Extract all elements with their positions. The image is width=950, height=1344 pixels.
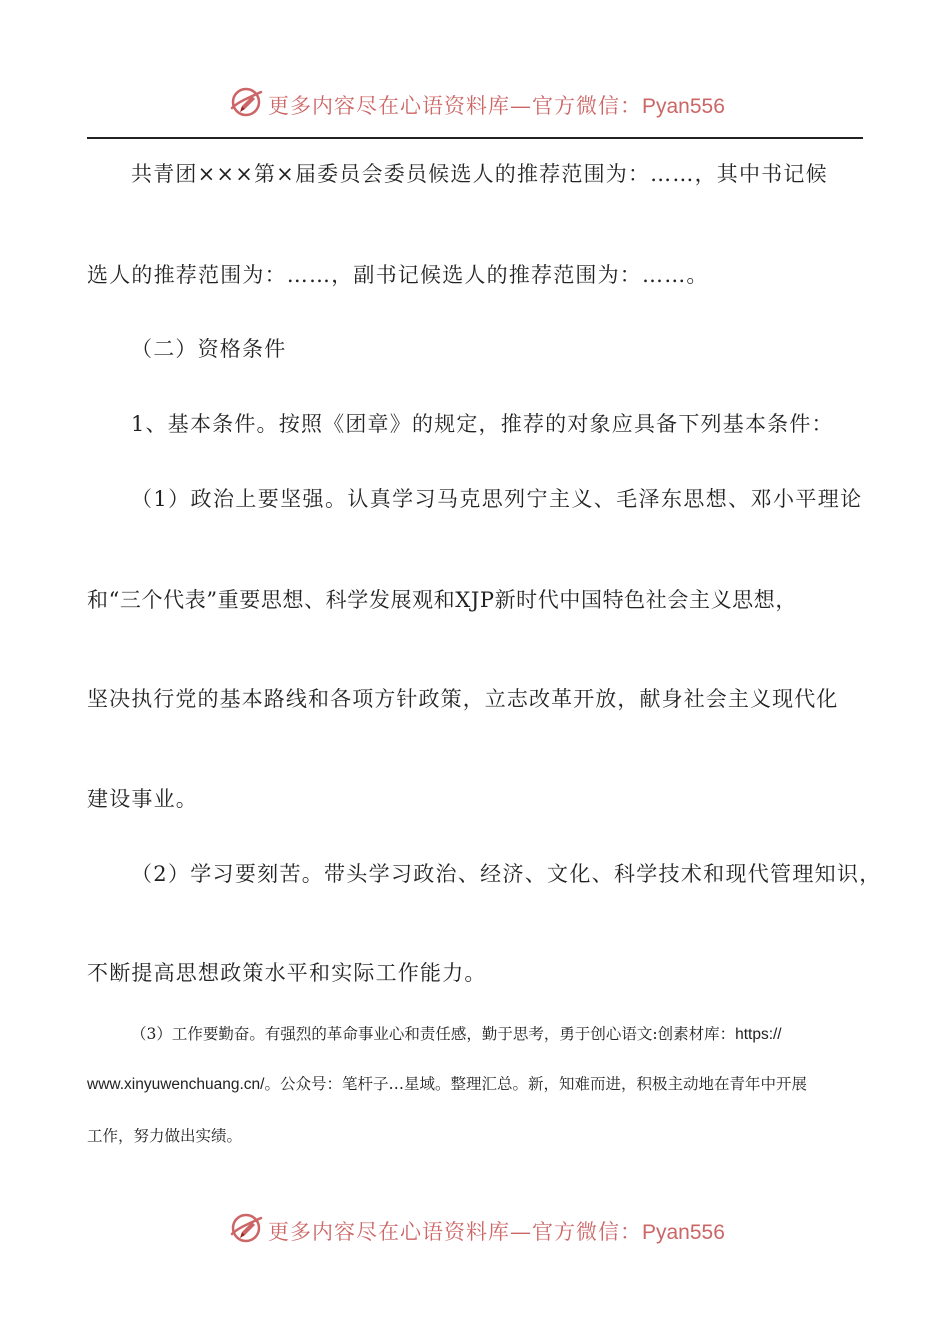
paragraph-1-line-2: 选人的推荐范围为：……，副书记候选人的推荐范围为：……。: [87, 263, 709, 287]
paragraph-5-line-3: 工作，努力做出实绩。: [87, 1127, 243, 1145]
paragraph-3-line-2: 和“三个代表”重要思想、科学发展观和XJP新时代中国特色社会主义思想，: [87, 588, 797, 612]
paragraph-5-line-1: [131, 1022, 782, 1044]
header-divider: [87, 137, 863, 139]
footer-wechat-id: Pyan556: [642, 1221, 725, 1244]
header-text: [268, 90, 725, 120]
paragraph-1-line-1: 共青团×××第×届委员会委员候选人的推荐范围为：……，其中书记候: [131, 162, 828, 186]
paragraph-5-line-2-text: 。公众号：笔杆子…星域。整理汇总。新，知难而进，积极主动地在青年中开展: [264, 1075, 808, 1093]
pen-circle-logo-icon: [228, 1210, 264, 1246]
paragraph-5-url-start: https://: [735, 1026, 782, 1043]
paragraph-4-line-2: 不断提高思想政策水平和实际工作能力。: [87, 961, 487, 985]
footer-main-text: 更多内容尽在心语资料库—官方微信：: [268, 1220, 642, 1244]
pen-circle-logo-icon: [228, 84, 264, 120]
paragraph-4-line-1: （2）学习要刻苦。带头学习政治、经济、文化、科学技术和现代管理知识，: [131, 862, 882, 886]
page-footer: [0, 1208, 950, 1252]
paragraph-3-line-3: 坚决执行党的基本路线和各项方针政策，立志改革开放，献身社会主义现代化: [87, 687, 839, 711]
footer-text: [268, 1216, 725, 1246]
paragraph-3-line-1: （1）政治上要坚强。认真学习马克思列宁主义、毛泽东思想、邓小平理论: [131, 487, 863, 511]
paragraph-5-line-1-text: （3）工作要勤奋。有强烈的革命事业心和责任感，勤于思考，勇于创心语文:创素材库：: [131, 1025, 736, 1043]
header-main-text: 更多内容尽在心语资料库—官方微信：: [268, 94, 642, 118]
header-wechat-id: Pyan556: [642, 95, 725, 118]
paragraph-5-url-end: www.xinyuwenchuang.cn/: [87, 1076, 265, 1093]
paragraph-5-line-2: [87, 1072, 807, 1094]
section-title: （二）资格条件: [131, 337, 287, 361]
paragraph-2: 1、基本条件。按照《团章》的规定，推荐的对象应具备下列基本条件：: [131, 412, 834, 436]
page-header: [0, 82, 950, 126]
paragraph-3-line-4: 建设事业。: [87, 787, 198, 811]
